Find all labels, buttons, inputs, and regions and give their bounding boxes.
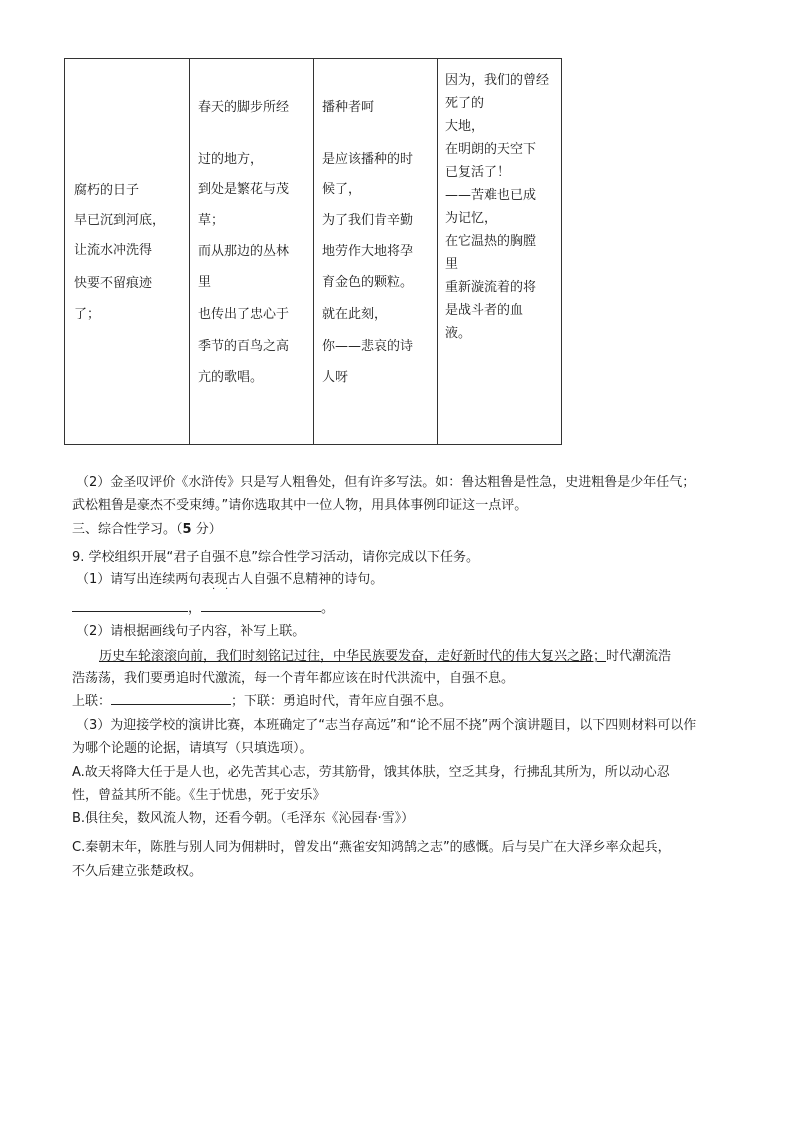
poem-line: 而从那边的丛林 bbox=[198, 244, 290, 259]
poem-line: 人呀 bbox=[322, 370, 349, 385]
period: 。 bbox=[321, 601, 335, 616]
poem-line: 让流水冲洗得 bbox=[74, 243, 153, 258]
poem-line: 为记忆， bbox=[445, 211, 498, 226]
poem-line: 在明朗的天空下 bbox=[445, 142, 537, 157]
poem-line: 到处是繁花与茂 bbox=[198, 182, 290, 197]
section-title-text: 三、综合性学习。（ bbox=[72, 522, 183, 537]
section-score: 5 bbox=[182, 522, 192, 537]
poem-line: 了； bbox=[74, 307, 101, 322]
option-a-line-1: A.故天将降大任于是人也，必先苦其心志，劳其筋骨，饿其体肤，空乏其身，行拂乱其所为，所以动心忍 bbox=[72, 765, 670, 780]
q9-passage-line-2: 浩荡荡，我们要勇追时代激流，每一个青年都应该在时代洪流中，自强不息。 bbox=[72, 671, 515, 686]
section-title-end: 分） bbox=[191, 522, 222, 537]
poem-column-4 bbox=[438, 59, 562, 445]
poem-column-2 bbox=[190, 59, 314, 445]
poem-line: 就在此刻， bbox=[322, 307, 388, 322]
poem-line: ——苦难也已成 bbox=[445, 188, 537, 203]
couplet-up-label: 上联： bbox=[72, 694, 112, 709]
poem-line: 死了的 bbox=[445, 96, 485, 111]
emphasis-dot: · bbox=[225, 584, 229, 595]
poem-line: 大地， bbox=[445, 119, 485, 134]
poem-line: 地劳作大地将孕 bbox=[322, 244, 414, 259]
answer-blank[interactable] bbox=[201, 599, 321, 612]
q9-sub3-line-2: 为哪个论题的论据，请填写（只填选项）。 bbox=[72, 741, 313, 756]
q9-sub1-answer-line bbox=[72, 597, 334, 616]
q9-intro: 9. 学校组织开展“君子自强不息”综合性学习活动，请你完成以下任务。 bbox=[72, 550, 480, 565]
option-b: B.俱往矣，数风流人物，还看今朝。（毛泽东《沁园春·雪》） bbox=[72, 811, 415, 826]
option-a-line-2: 性，曾益其所不能。《生于忧患，死于安乐》 bbox=[72, 788, 326, 803]
poem-line: 液。 bbox=[445, 326, 472, 341]
option-c-line-1: C.秦朝末年，陈胜与别人同为佣耕时，曾发出“燕雀安知鸿鹄之志”的感慨。后与吴广在大泽乡率众起兵， bbox=[72, 840, 671, 855]
section-title bbox=[72, 518, 222, 537]
poem-line: 是战斗者的血 bbox=[445, 303, 524, 318]
poem-column-1 bbox=[65, 59, 190, 445]
poem-line: 春天的脚步所经 bbox=[198, 100, 290, 115]
poem-line: 为了我们肯辛勤 bbox=[322, 213, 414, 228]
poem-line: 亢的歌唱。 bbox=[198, 370, 264, 385]
q9-sub2: （2）请根据画线句子内容，补写上联。 bbox=[76, 624, 306, 639]
underlined-sentence: 历史车轮滚滚向前，我们时刻铭记过往，中华民族要发奋，走好新时代的伟大复兴之路； bbox=[99, 649, 607, 664]
poem-line: 快要不留痕迹 bbox=[74, 276, 153, 291]
couplet-down: ；下联：勇追时代，青年应自强不息。 bbox=[231, 694, 453, 709]
separator: ， bbox=[188, 601, 202, 616]
poem-line: 草； bbox=[198, 213, 225, 228]
q9-passage-line-1 bbox=[99, 645, 671, 664]
poem-line: 季节的百鸟之高 bbox=[198, 339, 290, 354]
poem-line: 也传出了忠心于 bbox=[198, 307, 290, 322]
poem-line: 早已沉到河底， bbox=[74, 213, 166, 228]
question-shuihu-line-1: （2）金圣叹评价《水浒传》只是写人粗鲁处，但有许多写法。如：鲁达粗鲁是性急，史进粗鲁是少年任气； bbox=[76, 475, 696, 490]
poem-line: 里 bbox=[445, 257, 459, 272]
answer-blank[interactable] bbox=[111, 692, 231, 705]
poem-line: 过的地方， bbox=[198, 152, 264, 167]
emphasis-dot: · bbox=[212, 584, 216, 595]
poem-line: 是应该播种的时 bbox=[322, 152, 414, 167]
passage-rest: 时代潮流浩 bbox=[606, 649, 672, 664]
poem-line: 你——悲哀的诗 bbox=[322, 339, 414, 354]
poem-line: 里 bbox=[198, 275, 212, 290]
answer-blank[interactable] bbox=[72, 599, 188, 612]
couplet-line bbox=[72, 690, 452, 709]
poem-line: 在它温热的胸膛 bbox=[445, 234, 537, 249]
q9-sub3-line-1: （3）为迎接学校的演讲比赛，本班确定了“志当存高远”和“论不屈不挠”两个演讲题目，以下四则材料可以作 bbox=[76, 718, 697, 733]
poem-line: 腐朽的日子 bbox=[74, 183, 140, 198]
poem-line: 育金色的颗粒。 bbox=[322, 275, 414, 290]
poem-column-3 bbox=[314, 59, 438, 445]
q9-sub1: （1）请写出连续两句表现古人自强不息精神的诗句。 bbox=[76, 572, 384, 587]
option-c-line-2: 不久后建立张楚政权。 bbox=[72, 864, 203, 879]
question-shuihu-line-2: 武松粗鲁是豪杰不受束缚。”请你选取其中一位人物，用具体事例印证这一点评。 bbox=[72, 498, 528, 513]
poem-line: 播种者呵 bbox=[322, 100, 375, 115]
poem-line: 因为，我们的曾经 bbox=[445, 73, 550, 88]
poem-line: 重新漩流着的将 bbox=[445, 280, 537, 295]
poem-line: 已复活了！ bbox=[445, 165, 511, 180]
poem-line: 候了， bbox=[322, 182, 362, 197]
poem-table bbox=[64, 58, 562, 445]
